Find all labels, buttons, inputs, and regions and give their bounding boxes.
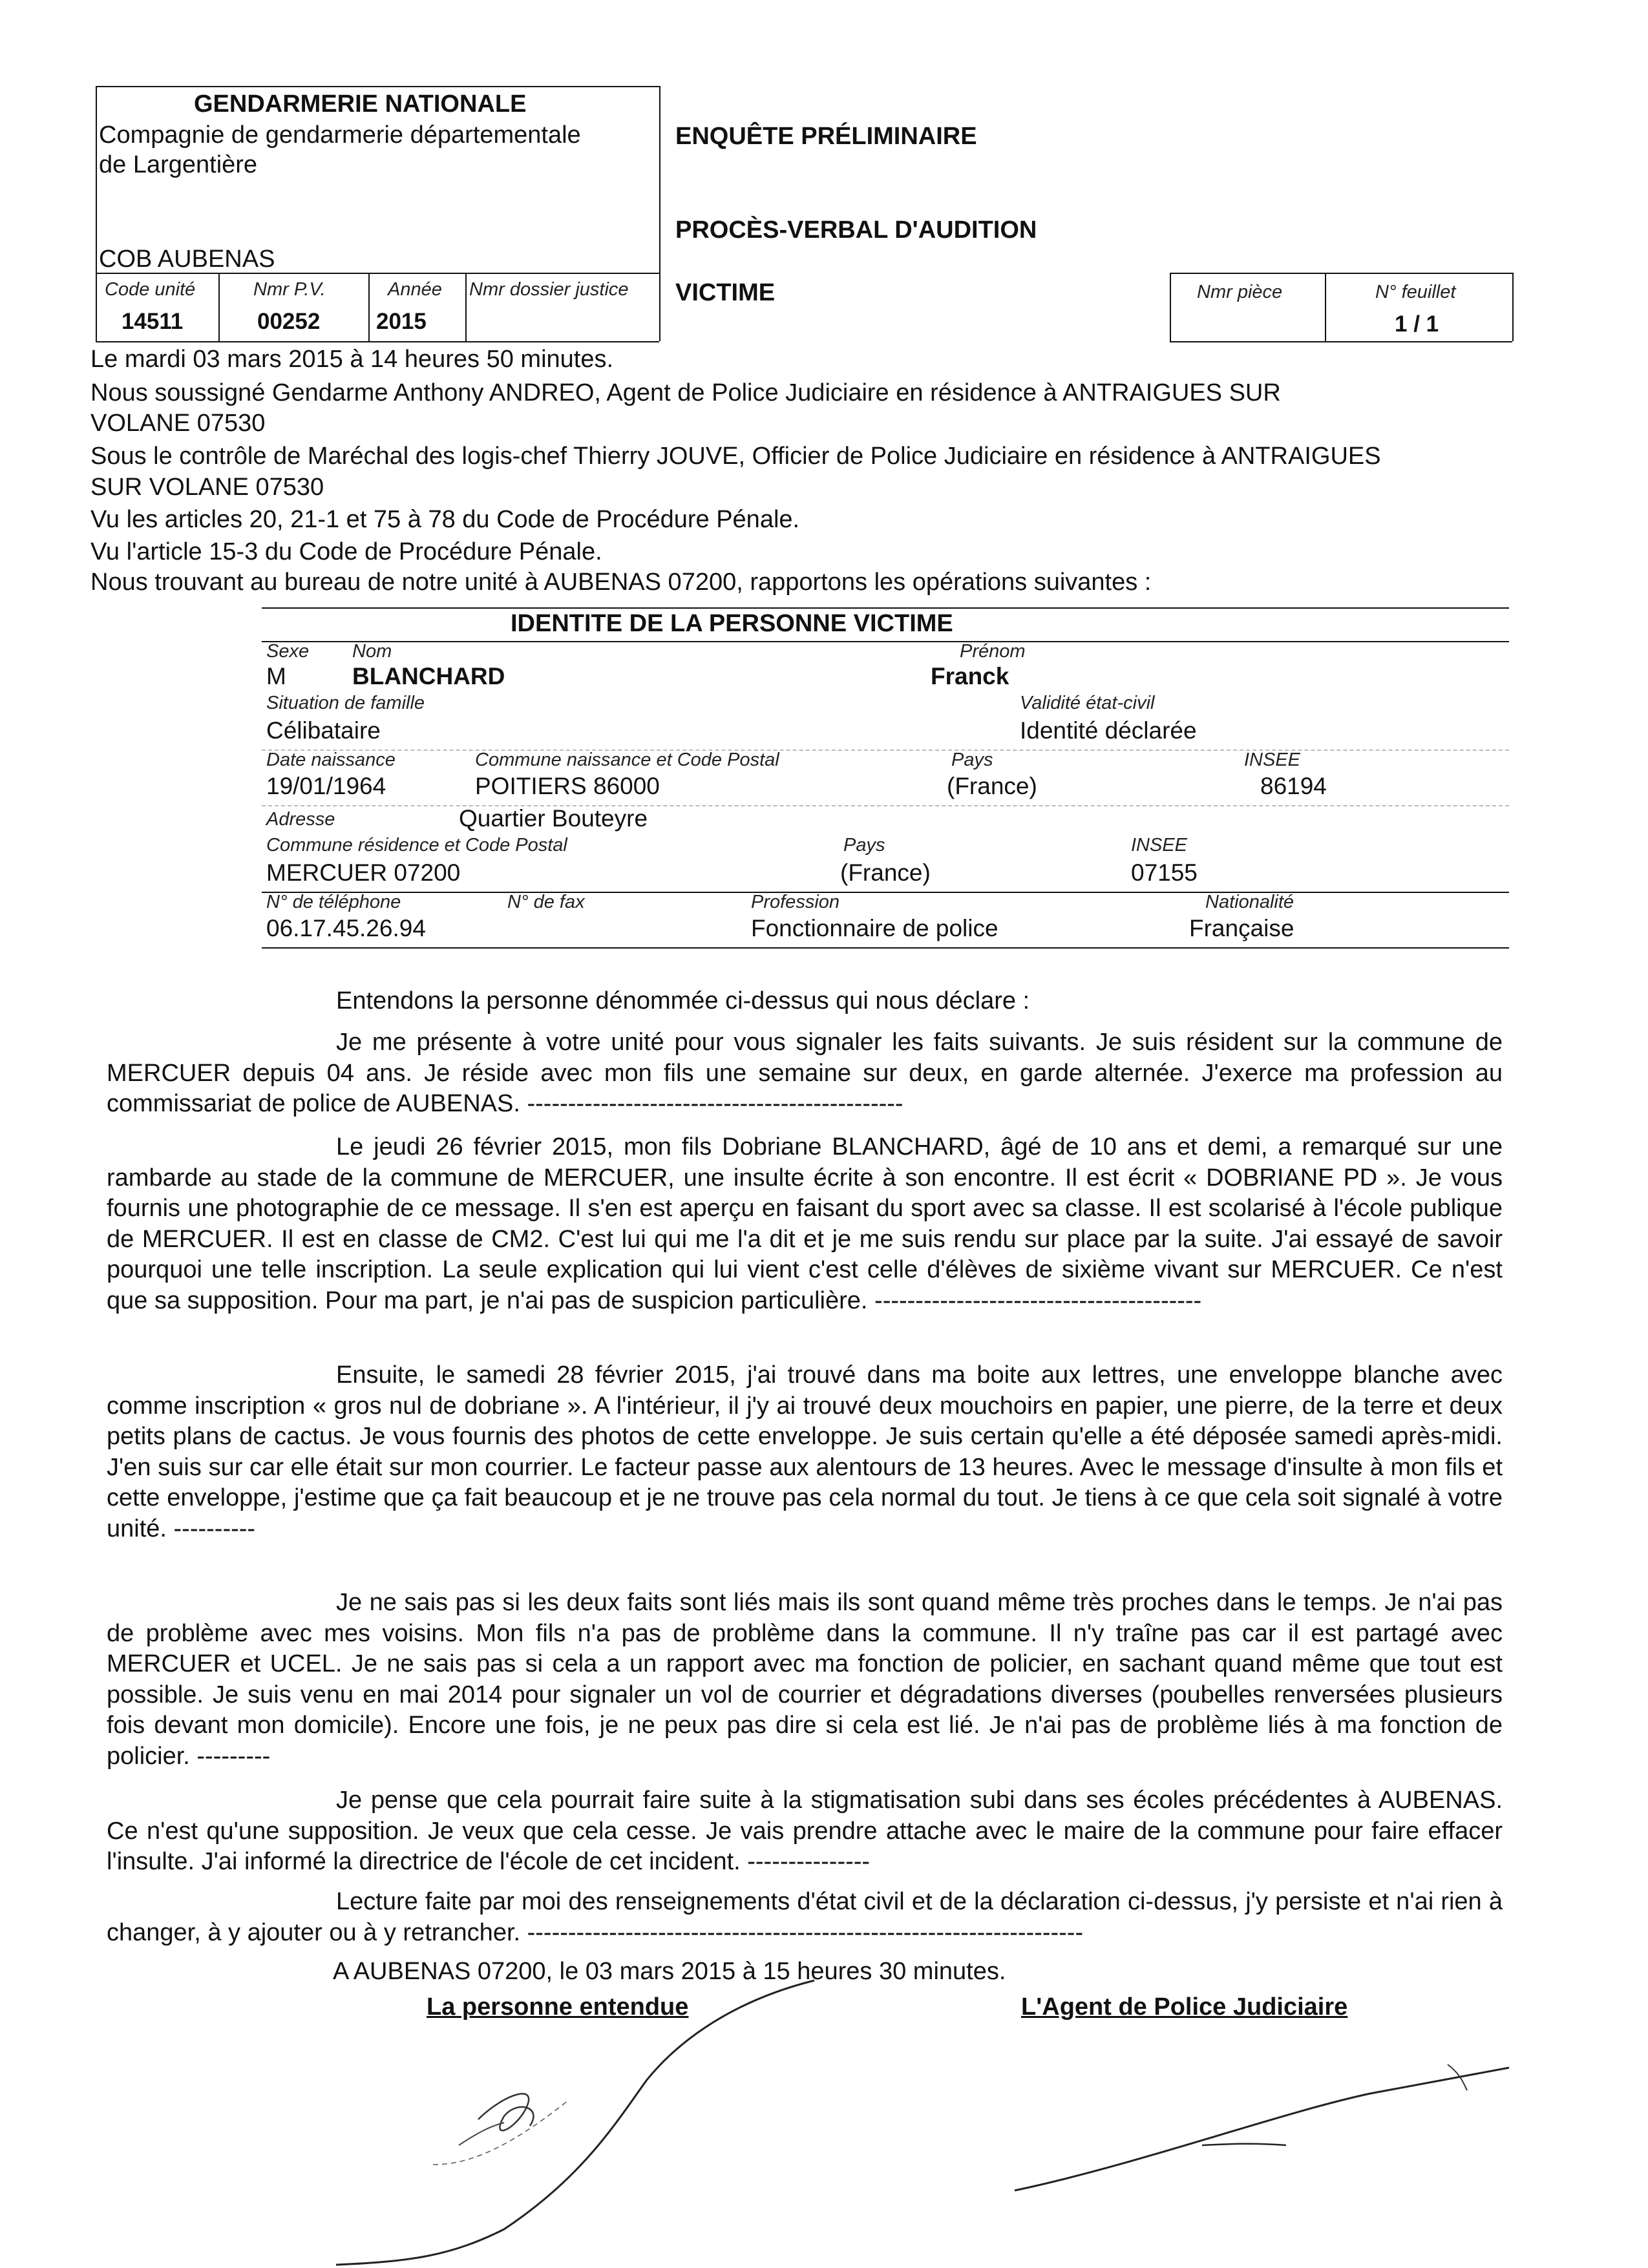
commune-residence-label: Commune résidence et Code Postal bbox=[266, 835, 567, 856]
paragraph-text: Je me présente à votre unité pour vous signaler les faits suivants. Je suis résident sur la commune de MERCUER depuis 04 ans. Je réside avec mon fils une semaine sur deux, en garde alternée. J'exerce ma profession au commissariat de police de AUBENAS. ---------------------------------------------- bbox=[107, 1029, 1503, 1117]
signature-right-scribble bbox=[1008, 2055, 1512, 2197]
date-naissance-label: Date naissance bbox=[266, 750, 396, 770]
situation-value: Célibataire bbox=[266, 717, 381, 744]
code-unite-value: 14511 bbox=[121, 309, 184, 334]
commune-residence-value: MERCUER 07200 bbox=[266, 859, 461, 886]
nom-label: Nom bbox=[352, 641, 392, 662]
preamble-line: VOLANE 07530 bbox=[90, 410, 266, 437]
pays-residence-value: (France) bbox=[840, 859, 931, 886]
preamble-line: Sous le contrôle de Maréchal des logis-chef Thierry JOUVE, Officier de Police Judiciaire en résidence à ANTRAIGUES bbox=[90, 443, 1381, 470]
paragraph-text: Je ne sais pas si les deux faits sont liés mais ils sont quand même très proches dans le temps. Je n'ai pas de problème avec mes voisins. Mon fils n'a pas de problème dans la commune. Il n'y traîne pas car il est partagé avec MERCUER et UCEL. Je ne sais pas si cela a un rapport avec ma fonction de policier, en sachant quand même que tout est possible. Je suis venu en mai 2014 pour signaler un vol de courrier et dégradations diverses (poubelles renversées plusieurs fois devant mon domicile). Encore une fois, je ne peux pas dire si cela est lié. Je n'ai pas de problème liés à ma fonction de policier. --------- bbox=[107, 1589, 1503, 1770]
unit-name: COB AUBENAS bbox=[99, 246, 275, 273]
paragraph-text: Lecture faite par moi des renseignements d'état civil et de la déclaration ci-dessus, j'y persiste et n'ai rien à changer, à y ajouter ou à y retrancher. -------------------------------------------------------------------- bbox=[107, 1888, 1503, 1946]
validite-value: Identité déclarée bbox=[1020, 717, 1197, 744]
statement-intro: Entendons la personne dénommée ci-dessus qui nous déclare : bbox=[336, 987, 1030, 1014]
date-naissance-value: 19/01/1964 bbox=[266, 773, 386, 799]
preamble-line: Vu les articles 20, 21-1 et 75 à 78 du Code de Procédure Pénale. bbox=[90, 506, 800, 533]
code-unite-label: Code unité bbox=[105, 279, 196, 300]
insee-residence-value: 07155 bbox=[1131, 859, 1198, 886]
statement-paragraph bbox=[107, 1132, 1503, 1316]
adresse-label: Adresse bbox=[266, 809, 335, 830]
statement-paragraph bbox=[107, 1887, 1503, 1948]
fax-label: N° de fax bbox=[507, 892, 585, 912]
nmr-pv-label: Nmr P.V. bbox=[253, 279, 326, 300]
pays-naissance-value: (France) bbox=[947, 773, 1037, 799]
prenom-label: Prénom bbox=[960, 641, 1026, 662]
paragraph-text: Je pense que cela pourrait faire suite à la stigmatisation subi dans ses écoles précédentes à AUBENAS. Ce n'est qu'une supposition. Je veux que cela cesse. Je vais prendre attache avec le maire de la commune pour faire effacer l'insulte. J'ai informé la directrice de l'école de cet incident. --------------- bbox=[107, 1787, 1503, 1875]
sexe-value: M bbox=[266, 663, 286, 689]
annee-label: Année bbox=[388, 279, 442, 300]
preamble-line: Nous trouvant au bureau de notre unité à AUBENAS 07200, rapportons les opérations suivantes : bbox=[90, 569, 1152, 596]
preamble-line: Le mardi 03 mars 2015 à 14 heures 50 minutes. bbox=[90, 346, 614, 373]
sexe-label: Sexe bbox=[266, 641, 310, 662]
pays-residence-label: Pays bbox=[843, 835, 885, 856]
commune-naissance-value: POITIERS 86000 bbox=[475, 773, 660, 799]
signature-right-label: L'Agent de Police Judiciaire bbox=[1021, 1993, 1348, 2021]
paragraph-text: Ensuite, le samedi 28 février 2015, j'ai trouvé dans ma boite aux lettres, une enveloppe blanche avec comme inscription « gros nul de dobriane ». A l'intérieur, il j'y ai trouvé deux mouchoirs en papier, une pierre, de la terre et deux petits plans de cactus. Je vous fournis des photos de cette enveloppe. Je suis certain qu'elle a été déposée samedi après-midi. J'en suis sur car elle était sur mon courrier. Le facteur passe aux alentours de 13 heures. Avec le message d'insulte à mon fils et cette enveloppe, j'estime que ça fait beaucoup et je ne trouve pas cela normal du tout. Je tiens à ce que cela soit signalé à votre unité. ---------- bbox=[107, 1361, 1503, 1542]
nationalite-value: Française bbox=[1189, 915, 1294, 941]
dossier-label: Nmr dossier justice bbox=[469, 279, 629, 300]
document-type: PROCÈS-VERBAL D'AUDITION bbox=[675, 216, 1037, 244]
paragraph-text: Le jeudi 26 février 2015, mon fils Dobriane BLANCHARD, âgé de 10 ans et demi, a remarqué sur une rambarde au stade de la commune de MERCUER, une insulte écrite à son encontre. Il est écrit « DOBRIANE PD ». Je vous fournis une photographie de ce message. Il s'en est aperçu en faisant du sport avec sa classe. Il est scolarisé à l'école publique de MERCUER. Il est en classe de CM2. C'est lui qui me l'a dit et je me suis rendu sur place par la suite. J'ai essayé de savoir pourquoi une telle inscription. La seule explication qui lui vient c'est celle d'élèves de sixième vivant sur MERCUER. Ce n'est que sa supposition. Pour ma part, je n'ai pas de suspicion particulière. ---------------------------------------- bbox=[107, 1133, 1503, 1314]
prenom-value: Franck bbox=[931, 663, 1009, 689]
org-line1: Compagnie de gendarmerie départementale bbox=[99, 121, 581, 149]
preamble-line: SUR VOLANE 07530 bbox=[90, 474, 324, 501]
subject-type: VICTIME bbox=[675, 279, 776, 306]
nmr-pv-value: 00252 bbox=[257, 309, 321, 334]
adresse-value: Quartier Bouteyre bbox=[459, 805, 648, 832]
telephone-label: N° de téléphone bbox=[266, 892, 401, 912]
preamble-line: Nous soussigné Gendarme Anthony ANDREO, Agent de Police Judiciaire en résidence à ANTRAIGUES SUR bbox=[90, 379, 1281, 406]
telephone-value: 06.17.45.26.94 bbox=[266, 915, 426, 941]
nom-value: BLANCHARD bbox=[352, 663, 505, 689]
signature-left-scribble bbox=[310, 1971, 827, 2268]
org-title: GENDARMERIE NATIONALE bbox=[194, 90, 527, 118]
situation-label: Situation de famille bbox=[266, 693, 425, 713]
feuillet-label: N° feuillet bbox=[1375, 282, 1456, 302]
statement-paragraph bbox=[107, 1360, 1503, 1544]
pays-naissance-label: Pays bbox=[951, 750, 993, 770]
insee-naissance-value: 86194 bbox=[1260, 773, 1327, 799]
preamble-line: Vu l'article 15-3 du Code de Procédure Pénale. bbox=[90, 538, 602, 565]
annee-value: 2015 bbox=[376, 309, 427, 334]
feuillet-value: 1 / 1 bbox=[1395, 311, 1439, 337]
procedure-type: ENQUÊTE PRÉLIMINAIRE bbox=[675, 123, 977, 150]
signature-left-label: La personne entendue bbox=[427, 1993, 689, 2021]
piece-label: Nmr pièce bbox=[1197, 282, 1283, 302]
profession-value: Fonctionnaire de police bbox=[751, 915, 998, 941]
nationalite-label: Nationalité bbox=[1205, 892, 1294, 912]
statement-paragraph bbox=[107, 1785, 1503, 1878]
statement-paragraph bbox=[107, 1588, 1503, 1772]
org-line2: de Largentière bbox=[99, 151, 258, 178]
insee-naissance-label: INSEE bbox=[1244, 750, 1301, 770]
closing-line: A AUBENAS 07200, le 03 mars 2015 à 15 heures 30 minutes. bbox=[333, 1958, 1006, 1985]
statement-paragraph bbox=[107, 1027, 1503, 1120]
insee-residence-label: INSEE bbox=[1131, 835, 1188, 856]
identity-title: IDENTITE DE LA PERSONNE VICTIME bbox=[511, 610, 953, 637]
profession-label: Profession bbox=[751, 892, 840, 912]
commune-naissance-label: Commune naissance et Code Postal bbox=[475, 750, 779, 770]
validite-label: Validité état-civil bbox=[1020, 693, 1155, 713]
